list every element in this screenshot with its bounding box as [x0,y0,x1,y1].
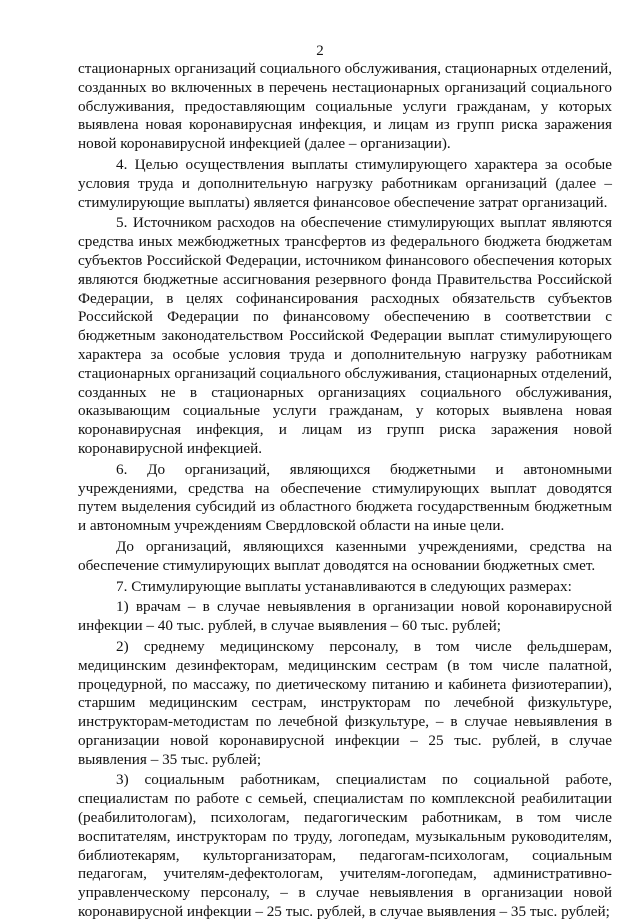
list-item-2-medical-staff: 2) среднему медицинскому персоналу, в том числе фельдшерам, медицинским дезинфекторам, медицинским сестрам (в том числе палатной, процедурной, по массажу, по диетическому питанию и кабинета физиотерапии), старшим медицинским сестрам, инструкторам по лечебной физкультуре, инструкторам-методистам по лечебной физкультуре, – в случае невыявления в организации новой коронавирусной инфекции – 25 тыс. рублей, в случае выявления – 35 тыс. рублей; [78,637,612,768]
paragraph-item-7: 7. Стимулирующие выплаты устанавливаются в следующих размерах: [116,577,572,595]
list-item-1-doctors: 1) врачам – в случае невыявления в организации новой коронавирусной инфекции – 40 тыс. рублей, в случае выявления – 60 тыс. рублей; [78,598,612,635]
paragraph-item-4: 4. Целью осуществления выплаты стимулирующего характера за особые условия труда и дополнительную нагрузку работникам организаций (далее – стимулирующие выплаты) является финансовое обеспечение затрат организаций. [78,155,612,211]
page-number: 2 [316,43,324,59]
paragraph-continuation: стационарных организаций социального обслуживания, стационарных отделений, созданных во включенных в перечень нестационарных организаций социального обслуживания, предоставляющим социальные услуги гражданам, у которых выявлена новая коронавирусная инфекция, и лицам из групп риска заражения новой коронавирусной инфекцией (далее – организации). [78,60,612,153]
paragraph-item-6-kazennye: До организаций, являющихся казенными учреждениями, средства на обеспечение стимулирующих выплат доводятся на основании бюджетных смет. [78,537,612,574]
document-body [78,60,612,922]
paragraph-item-6: 6. До организаций, являющихся бюджетными и автономными учреждениями, средства на обеспечение стимулирующих выплат доводятся путем выделения субсидий из областного бюджета государственным бюджетным и автономным учреждениям Свердловской области на иные цели. [78,460,612,535]
list-item-3-social-workers: 3) социальным работникам, специалистам по социальной работе, специалистам по работе с семьей, специалистам по комплексной реабилитации (реабилитологам), психологам, педагогическим работникам, в том числе воспитателям, инструкторам по труду, логопедам, музыкальным руководителям, библиотекарям, культорганизаторам, педагогам-психологам, социальным педагогам, учителям-дефектологам, учителям-логопедам, административно-управленческому персоналу, – в случае невыявления в организации новой коронавирусной инфекции – 25 тыс. рублей, в случае выявления – 35 тыс. рублей; [78,771,612,921]
paragraph-item-5: 5. Источником расходов на обеспечение стимулирующих выплат являются средства иных межбюджетных трансфертов из федерального бюджета бюджетам субъектов Российской Федерации, источником финансового обеспечения которых являются бюджетные ассигнования резервного фонда Правительства Российской Федерации, в целях софинансирования расходных обязательств субъектов Российской Федерации по финансовому обеспечению в соответствии с бюджетным законодательством Российской Федерации выплат стимулирующего характера за особые условия труда и дополнительную нагрузку работникам стационарных организаций социального обслуживания, стационарных отделений, созданных не в стационарных организациях социального обслуживания, оказывающим социальные услуги гражданам, у которых выявлена новая коронавирусная инфекция, и лицам из групп риска заражения новой коронавирусной инфекцией. [78,214,612,457]
